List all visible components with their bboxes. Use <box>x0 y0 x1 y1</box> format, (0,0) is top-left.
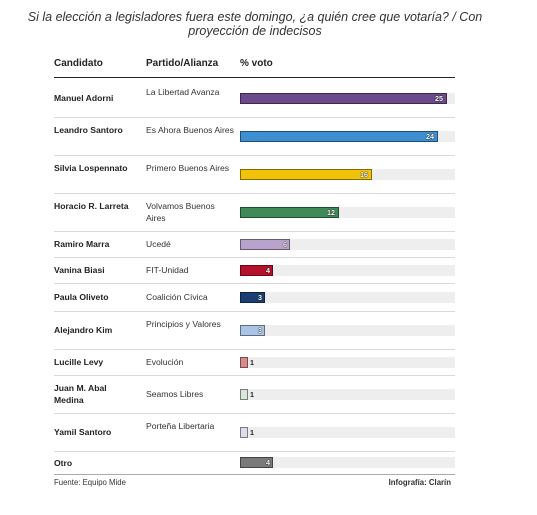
bar-track <box>240 292 455 303</box>
bar-value-label: 3 <box>258 325 262 335</box>
party-name: Volvamos Buenos Aires <box>146 201 215 223</box>
candidate-name: Manuel Adorni <box>54 93 114 103</box>
bar-track <box>240 131 455 142</box>
candidate-name: Horacio R. Larreta <box>54 201 129 211</box>
bar <box>240 389 248 400</box>
table-row <box>54 349 455 376</box>
party-name: Principios y Valores <box>146 319 221 329</box>
table-row <box>54 311 455 350</box>
party-name: Porteña Libertaria <box>146 421 215 431</box>
candidate-name: Otro <box>54 457 73 468</box>
bar <box>240 169 372 180</box>
bar-value-label: 1 <box>250 357 254 367</box>
bar-track <box>240 239 455 250</box>
bar <box>240 207 339 218</box>
table-row <box>54 155 455 194</box>
candidate-name: Vanina Biasi <box>54 265 105 275</box>
table-row <box>54 375 455 414</box>
bar-value-label: 12 <box>327 207 335 217</box>
bar-value-label: 1 <box>250 427 254 437</box>
bar-track <box>240 325 455 336</box>
header-rule <box>54 77 455 78</box>
bar-value-label: 3 <box>258 292 262 302</box>
candidate-name: Paula Oliveto <box>54 292 109 302</box>
bar-value-label: 6 <box>283 239 287 249</box>
bar-track <box>240 457 455 468</box>
party-name: La Libertad Avanza <box>146 87 220 97</box>
table-row <box>54 79 455 118</box>
party-name: Es Ahora Buenos Aires <box>146 125 234 135</box>
chart-title: Si la elección a legisladores fuera este domingo, ¿a quién cree que votaría? / Con proyección de indecisos <box>27 10 483 38</box>
bar-value-label: 16 <box>360 169 368 179</box>
candidate-name: Ramiro Marra <box>54 239 110 249</box>
bar-track <box>240 265 455 276</box>
credit-note: Infografía: Clarín <box>388 478 451 487</box>
bar-value-label: 25 <box>435 93 443 103</box>
party-name: Coalición Cívica <box>146 292 208 302</box>
party-name: FIT-Unidad <box>146 265 189 275</box>
header-candidate: Candidato <box>54 58 103 69</box>
bar-track <box>240 357 455 368</box>
bar-value-label: 1 <box>250 389 254 399</box>
table-row <box>54 193 455 232</box>
bar-value-label: 24 <box>426 131 434 141</box>
candidate-name: Alejandro Kim <box>54 325 113 335</box>
table-row <box>54 231 455 258</box>
table-row <box>54 451 455 475</box>
header-party: Partido/Alianza <box>146 58 219 69</box>
party-name: Primero Buenos Aires <box>146 163 230 173</box>
bar-track <box>240 427 455 438</box>
bar-track <box>240 389 455 400</box>
header-vote: % voto <box>240 58 273 69</box>
table-row <box>54 413 455 452</box>
bar <box>240 93 447 104</box>
candidate-name: Leandro Santoro <box>54 125 123 135</box>
table-row <box>54 257 455 284</box>
source-note: Fuente: Equipo Mide <box>54 478 126 487</box>
bar-track <box>240 207 455 218</box>
party-name: Ucedé <box>146 239 171 249</box>
bar <box>240 427 248 438</box>
bar <box>240 131 438 142</box>
bar-track <box>240 169 455 180</box>
candidate-name: Lucille Levy <box>54 357 104 367</box>
party-name: Evolución <box>146 357 184 367</box>
bar <box>240 357 248 368</box>
bar-value-label: 4 <box>266 458 270 467</box>
table-row <box>54 283 455 312</box>
bar-track <box>240 93 455 104</box>
candidate-name: Juan M. Abal Medina <box>54 383 107 405</box>
table-row <box>54 117 455 156</box>
bar-value-label: 4 <box>266 265 270 275</box>
candidate-name: Yamil Santoro <box>54 427 112 437</box>
candidate-name: Silvia Lospennato <box>54 163 128 173</box>
party-name: Seamos Libres <box>146 389 204 399</box>
